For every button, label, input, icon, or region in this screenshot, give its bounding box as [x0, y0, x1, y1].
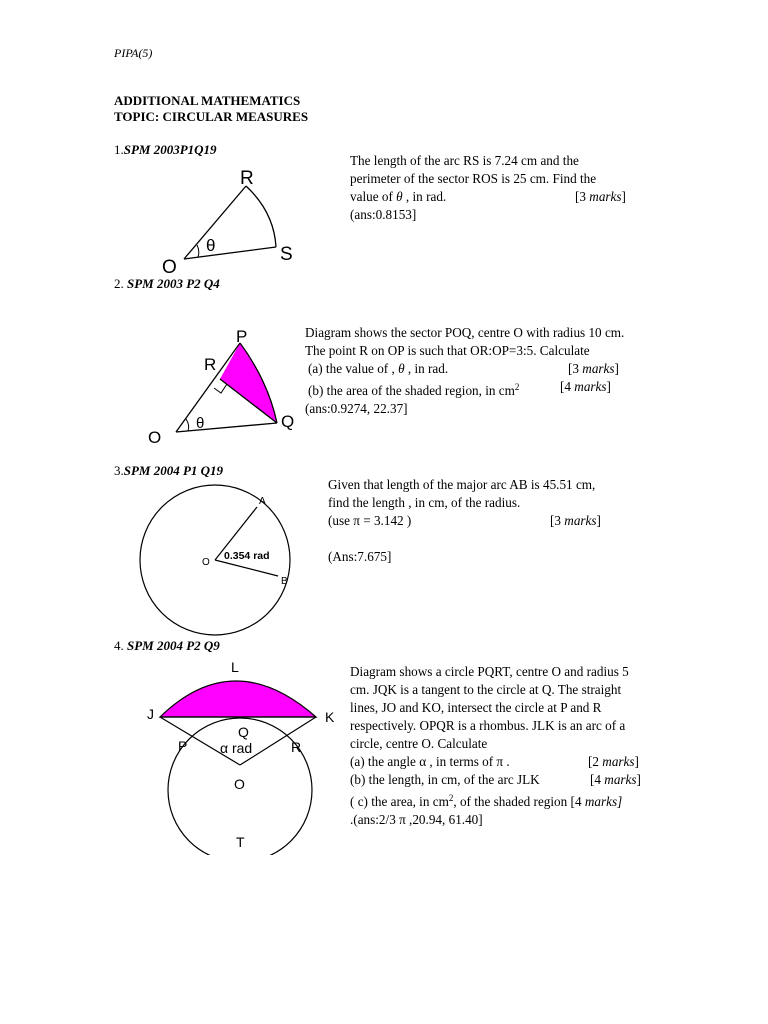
- q4-marks-c: marks]: [584, 794, 623, 809]
- q3-number: 3.: [114, 463, 124, 478]
- q1-sector-diagram: [150, 160, 310, 280]
- q4-line8: [350, 789, 670, 811]
- q4-line2: cm. JQK is a tangent to the circle at Q. The straight: [350, 682, 622, 697]
- q2-right-angle-mark: [214, 384, 227, 393]
- q1-line1: The length of the arc RS is 7.24 cm and the: [350, 153, 579, 168]
- q4-label-j: J: [147, 706, 154, 722]
- q4-superscript: 2: [448, 793, 454, 803]
- q4-answer: .(ans:2/3 π ,20.94, 61.40]: [350, 812, 483, 827]
- q2-heading: [114, 276, 220, 292]
- q1-line2: perimeter of the sector ROS is 25 cm. Find the: [350, 171, 597, 186]
- q1-arc-rs: [246, 186, 276, 247]
- q1-source: SPM 2003P1Q19: [123, 142, 217, 157]
- q1-line3-end: , in rad.: [405, 189, 447, 204]
- q2-number: 2.: [114, 276, 124, 291]
- title-topic: TOPIC: CIRCULAR MEASURES: [114, 109, 309, 124]
- q4-text: [350, 663, 670, 829]
- q4-label-o: O: [234, 776, 245, 792]
- q4-marks-b: [4 marks]: [590, 772, 641, 787]
- q4-source: SPM 2004 P2 Q9: [127, 638, 220, 653]
- q1-theta-symbol: θ: [396, 189, 403, 204]
- q4-label-alpha: α rad: [220, 740, 253, 756]
- q3-marks: [3 marks]: [550, 513, 601, 528]
- q4-number: 4.: [114, 638, 124, 653]
- q2-sector-diagram: [140, 325, 310, 450]
- q4-heading: [114, 638, 220, 654]
- q3-source: SPM 2004 P1 Q19: [123, 463, 224, 478]
- q2-marks-b: [4 marks]: [560, 379, 611, 394]
- q2-text: [305, 324, 665, 418]
- page-header: PIPA(5): [114, 46, 153, 60]
- q2-label-theta: θ: [196, 415, 205, 432]
- title-subject: ADDITIONAL MATHEMATICS: [114, 93, 301, 108]
- q3-heading: [114, 463, 223, 479]
- q2-line4-start: (b) the area of the shaded region, in cm: [308, 383, 515, 398]
- q4-line8-start: ( c) the area, in cm: [350, 794, 449, 809]
- q2-label-o: O: [148, 428, 162, 447]
- q4-line1: Diagram shows a circle PQRT, centre O and radius 5: [350, 664, 629, 679]
- q3-radius-ob: [215, 560, 278, 576]
- q2-theta-symbol: θ: [398, 361, 405, 376]
- q2-line2: The point R on OP is such that OR:OP=3:5. Calculate: [305, 343, 590, 358]
- q2-angle-arc: [186, 419, 189, 431]
- q1-label-theta: θ: [206, 236, 216, 255]
- q4-label-t: T: [236, 834, 245, 850]
- q4-shaded-segment: [160, 681, 316, 717]
- q2-answer: (ans:0.9274, 22.37]: [305, 401, 408, 416]
- q3-label-o: O: [202, 557, 210, 568]
- q4-circle-diagram: [140, 655, 350, 855]
- q4-line5: circle, centre O. Calculate: [350, 736, 488, 751]
- q4-label-k: K: [325, 709, 335, 725]
- q2-line1: Diagram shows the sector POQ, centre O with radius 10 cm.: [305, 325, 625, 340]
- q1-text: [350, 152, 650, 224]
- q1-label-r: R: [240, 168, 254, 189]
- q3-label-b: B: [281, 576, 288, 587]
- q4-marks-a: [2 marks]: [588, 754, 639, 769]
- q2-line3-end: , in rad.: [407, 361, 449, 376]
- q1-angle-arc: [197, 245, 199, 257]
- q4-line6: [350, 753, 670, 771]
- q3-line2: find the length , in cm, of the radius.: [328, 495, 521, 510]
- q4-line6-text: (a) the angle α , in terms of π .: [350, 754, 510, 769]
- q2-source: SPM 2003 P2 Q4: [127, 276, 220, 291]
- q1-line3-start: value of: [350, 189, 393, 204]
- q1-radius-os: [184, 247, 276, 259]
- q2-line4: [305, 378, 665, 400]
- q3-answer: (Ans:7.675]: [328, 549, 392, 564]
- q2-line3-start: (a) the value of ,: [308, 361, 395, 376]
- q2-label-r: R: [204, 355, 217, 374]
- q1-heading: [114, 142, 217, 158]
- q4-line3: lines, JO and KO, intersect the circle at P and R: [350, 700, 602, 715]
- q1-answer: (ans:0.8153]: [350, 207, 417, 222]
- q3-line3-text: (use π = 3.142 ): [328, 513, 412, 528]
- q4-label-q: Q: [238, 724, 249, 740]
- q2-superscript: 2: [514, 382, 520, 392]
- q2-line3: [305, 360, 665, 378]
- q4-label-p: P: [178, 738, 188, 754]
- q3-label-a: A: [259, 496, 266, 507]
- q3-circle-diagram: [135, 480, 315, 640]
- q1-label-o: O: [162, 257, 177, 278]
- q3-label-angle: 0.354 rad: [224, 550, 270, 562]
- q3-line1: Given that length of the major arc AB is 45.51 cm,: [328, 477, 596, 492]
- q2-label-p: P: [236, 327, 248, 346]
- q4-label-r: R: [291, 739, 302, 755]
- q1-line3: [350, 188, 650, 206]
- q1-label-s: S: [280, 244, 293, 265]
- q3-line3: [328, 512, 658, 530]
- q2-label-q: Q: [281, 412, 295, 431]
- q2-marks-a: [3 marks]: [568, 361, 619, 376]
- q4-line7: [350, 771, 670, 789]
- q1-number: 1.: [114, 142, 124, 157]
- q2-line-oq: [176, 423, 277, 432]
- document-title: [114, 93, 308, 125]
- q1-marks: [3 marks]: [575, 189, 626, 204]
- q4-line7-text: (b) the length, in cm, of the arc JLK: [350, 772, 540, 787]
- q3-text: [328, 476, 658, 566]
- q4-line4: respectively. OPQR is a rhombus. JLK is an arc of a: [350, 718, 626, 733]
- q4-label-l: L: [231, 659, 239, 675]
- q4-line8-end: , of the shaded region [4: [453, 794, 582, 809]
